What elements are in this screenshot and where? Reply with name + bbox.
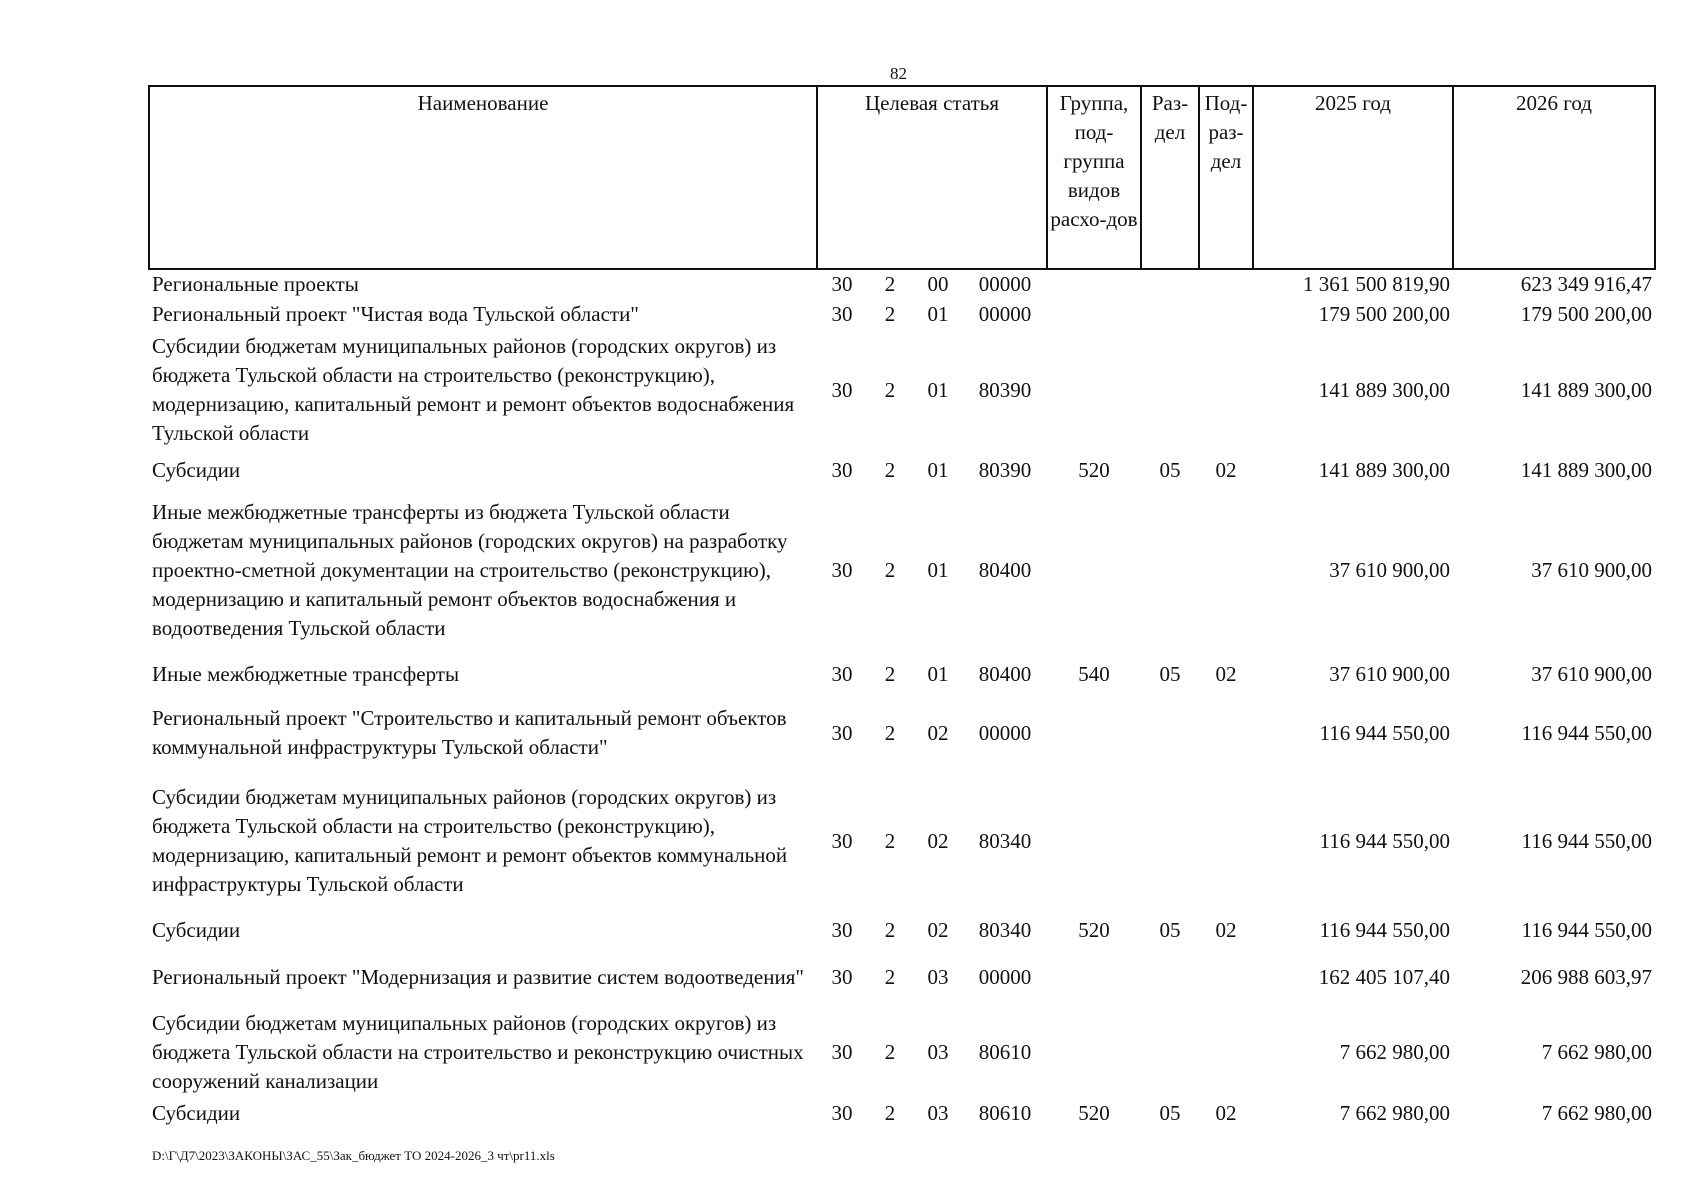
row-code-event: 02 [927,720,949,745]
row-code-direction: 00000 [978,272,1032,296]
row-amount-2025: 141 889 300,00 [1318,377,1450,402]
row-section [1141,769,1199,913]
row-group [1047,947,1141,1007]
row-code-event: 01 [927,457,949,482]
row-code-event: 03 [927,964,949,989]
row-code-subprogram: 2 [884,1039,896,1064]
row-section: 05 [1159,661,1181,686]
row-subsection: 02 [1215,457,1237,482]
row-section [1141,329,1199,451]
row-section [1141,299,1199,329]
row-amount-2025: 7 662 980,00 [1339,1039,1450,1064]
row-name: Субсидии бюджетам муниципальных районов (городских округов) из бюджета Тульской области на строительство (реконструкцию), модернизацию, капитальный ремонт и ремонт объектов коммунальной инфраструктуры Тульской области [152,785,788,896]
row-section: 05 [1159,917,1181,942]
row-code-subprogram: 2 [884,301,896,326]
header-group: Группа, под-группа видов расхо-дов [1047,86,1141,269]
table-row [149,1007,1655,1097]
row-subsection [1199,329,1253,451]
row-code-direction: 80390 [978,457,1032,482]
row-section [1141,697,1199,769]
row-section [1141,947,1199,1007]
row-code-program: 30 [831,301,853,326]
row-subsection [1199,769,1253,913]
row-amount-2026: 116 944 550,00 [1521,828,1652,853]
row-group [1047,769,1141,913]
row-group [1047,299,1141,329]
table-row [149,299,1655,329]
row-group [1047,269,1141,299]
header-subsection: Под-раз-дел [1199,86,1253,269]
row-group: 540 [1078,661,1110,686]
row-amount-2025: 37 610 900,00 [1329,557,1450,582]
table-row [149,489,1655,651]
row-section: 05 [1159,457,1181,482]
row-amount-2025: 116 944 550,00 [1319,828,1450,853]
row-subsection [1199,947,1253,1007]
row-code-program: 30 [831,917,853,942]
table-row [149,329,1655,451]
row-subsection: 02 [1215,1100,1237,1125]
row-amount-2025: 116 944 550,00 [1319,720,1450,745]
row-group [1047,489,1141,651]
row-amount-2026: 37 610 900,00 [1531,661,1652,686]
row-code-event: 01 [927,377,949,402]
row-code-subprogram: 2 [884,661,896,686]
row-name: Региональные проекты [152,272,359,296]
row-code-event: 03 [927,1039,949,1064]
row-section [1141,489,1199,651]
row-subsection [1199,1007,1253,1097]
row-code-direction: 80340 [978,828,1032,853]
table-row [149,769,1655,913]
row-subsection: 02 [1215,661,1237,686]
row-code-event: 03 [927,1100,949,1125]
header-year-2025: 2025 год [1253,86,1453,269]
row-code-direction: 80400 [978,661,1032,686]
row-group [1047,1007,1141,1097]
row-subsection: 02 [1215,917,1237,942]
row-amount-2026: 116 944 550,00 [1521,720,1652,745]
row-name: Региональный проект "Строительство и капитальный ремонт объектов коммунальной инфраструктуры Тульской области" [152,706,787,759]
row-code-event: 02 [927,917,949,942]
row-amount-2025: 37 610 900,00 [1329,661,1450,686]
header-section: Раз-дел [1141,86,1199,269]
row-code-direction: 00000 [978,964,1032,989]
table-row [149,269,1655,299]
row-name: Субсидии бюджетам муниципальных районов (городских округов) из бюджета Тульской области на строительство и реконструкцию очистных сооружений канализации [152,1010,804,1093]
row-code-subprogram: 2 [884,964,896,989]
row-group [1047,697,1141,769]
row-section [1141,1007,1199,1097]
header-name: Наименование [149,86,817,269]
table-row [149,913,1655,947]
row-name: Субсидии [152,1100,241,1125]
row-code-program: 30 [831,377,853,402]
row-code-subprogram: 2 [884,457,896,482]
row-code-program: 30 [831,272,853,296]
row-group: 520 [1078,917,1110,942]
row-amount-2026: 623 349 916,47 [1520,272,1652,296]
row-name: Субсидии [152,457,241,482]
row-code-program: 30 [831,720,853,745]
row-amount-2025: 1 361 500 819,90 [1303,272,1450,296]
row-code-program: 30 [831,1039,853,1064]
row-amount-2026: 179 500 200,00 [1520,301,1652,326]
row-name: Региональный проект "Модернизация и развитие систем водоотведения" [152,964,804,989]
row-amount-2025: 116 944 550,00 [1319,917,1450,942]
row-code-direction: 00000 [978,301,1032,326]
table-row [149,651,1655,697]
row-amount-2026: 7 662 980,00 [1541,1100,1652,1125]
row-code-event: 01 [927,661,949,686]
row-amount-2026: 141 889 300,00 [1520,377,1652,402]
header-year-2026: 2026 год [1453,86,1655,269]
row-amount-2025: 179 500 200,00 [1318,301,1450,326]
row-group: 520 [1078,1100,1110,1125]
row-name: Субсидии [152,917,241,942]
file-path-footer: D:\Г\Д7\2023\ЗАКОНЫ\ЗАС_55\Зак_бюджет ТО 2024-2026_3 чт\pr11.xls [152,1148,555,1163]
row-subsection [1199,489,1253,651]
table-row [149,1097,1655,1129]
row-amount-2026: 7 662 980,00 [1541,1039,1652,1064]
row-code-program: 30 [831,1100,853,1125]
row-amount-2026: 37 610 900,00 [1531,557,1652,582]
row-code-program: 30 [831,661,853,686]
row-amount-2026: 206 988 603,97 [1520,964,1652,989]
row-name: Иные межбюджетные трансферты [152,661,460,686]
row-amount-2026: 116 944 550,00 [1521,917,1652,942]
row-code-direction: 80400 [978,557,1032,582]
table-row [149,451,1655,489]
row-section: 05 [1159,1100,1181,1125]
row-code-program: 30 [831,964,853,989]
row-code-subprogram: 2 [884,272,896,296]
row-code-subprogram: 2 [884,828,896,853]
table-header-row [149,86,1655,269]
row-amount-2025: 141 889 300,00 [1318,457,1450,482]
row-section [1141,269,1199,299]
row-code-direction: 80340 [978,917,1032,942]
row-code-event: 01 [927,301,949,326]
row-code-subprogram: 2 [884,1100,896,1125]
table-row [149,947,1655,1007]
row-code-program: 30 [831,457,853,482]
table-row [149,697,1655,769]
row-code-direction: 00000 [978,720,1032,745]
row-amount-2025: 7 662 980,00 [1339,1100,1450,1125]
row-group: 520 [1078,457,1110,482]
page-number: 82 [890,64,907,83]
row-amount-2025: 162 405 107,40 [1318,964,1450,989]
row-code-event: 00 [927,272,949,296]
row-code-subprogram: 2 [884,557,896,582]
row-code-direction: 80610 [978,1039,1032,1064]
row-code-direction: 80390 [978,377,1032,402]
row-subsection [1199,697,1253,769]
row-name: Региональный проект "Чистая вода Тульской области" [152,301,639,326]
row-code-program: 30 [831,828,853,853]
budget-table [148,85,1656,1129]
row-subsection [1199,269,1253,299]
header-target-article: Целевая статья [817,86,1047,269]
row-code-subprogram: 2 [884,720,896,745]
row-name: Субсидии бюджетам муниципальных районов (городских округов) из бюджета Тульской области на строительство (реконструкцию), модернизацию, капитальный ремонт и ремонт объектов водоснабжения Тульской области [152,334,795,445]
row-code-subprogram: 2 [884,917,896,942]
row-code-subprogram: 2 [884,377,896,402]
row-code-event: 02 [927,828,949,853]
row-name: Иные межбюджетные трансферты из бюджета Тульской области бюджетам муниципальных районов (городских округов) на разработку проектно-сметной документации на строительство (реконструкцию), модернизацию и капитальный ремонт объектов водоснабжения и водоотведения Тульской области [152,499,788,640]
row-code-program: 30 [831,557,853,582]
row-code-event: 01 [927,557,949,582]
row-code-direction: 80610 [978,1100,1032,1125]
row-group [1047,329,1141,451]
row-amount-2026: 141 889 300,00 [1520,457,1652,482]
row-subsection [1199,299,1253,329]
